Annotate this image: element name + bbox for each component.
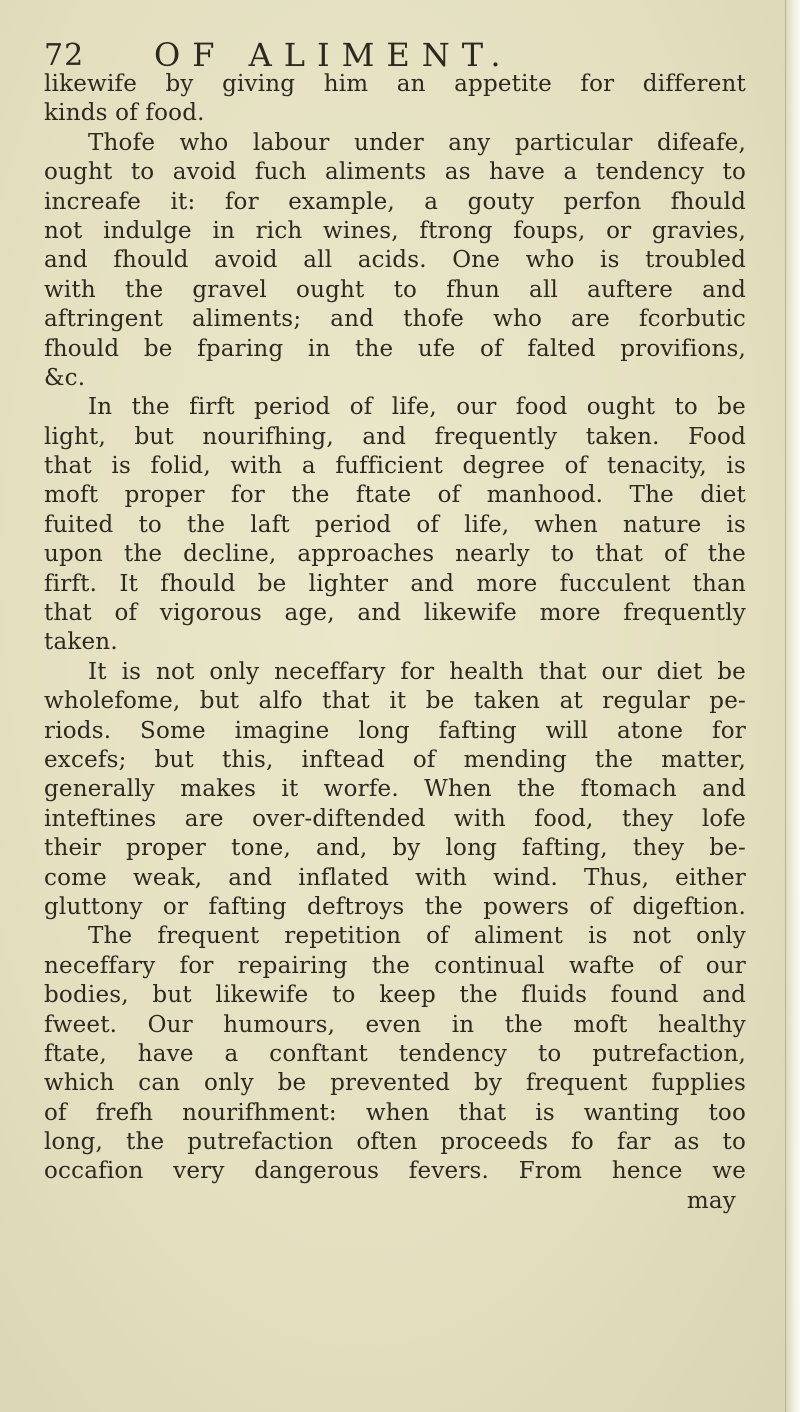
text-line: likewife by giving him an appetite for different: [44, 71, 746, 97]
text-line: light, but nourifhing, and frequently taken. Food: [44, 423, 746, 450]
text-line: In the firft period of life, our food ought to be: [88, 394, 746, 421]
text-line: bodies, but likewife to keep the fluids found and: [44, 982, 746, 1009]
text-line: riods. Some imagine long fafting will atone for: [44, 717, 746, 744]
text-line: increafe it: for example, a gouty perfon fhould: [44, 188, 746, 215]
text-line: fweet. Our humours, even in the moft healthy: [44, 1011, 746, 1038]
catchword: may: [686, 1187, 736, 1214]
text-line: that is folid, with a fufficient degree of tenacity, is: [44, 453, 746, 480]
text-line: wholefome, but alfo that it be taken at regular pe-: [44, 688, 746, 715]
text-line: moft proper for the ftate of manhood. The diet: [44, 482, 746, 509]
text-line: ought to avoid fuch aliments as have a tendency to: [44, 159, 746, 186]
text-line: firft. It fhould be lighter and more fucculent than: [44, 570, 746, 597]
body-text: [44, 70, 746, 1216]
text-line: upon the decline, approaches nearly to that of the: [44, 541, 746, 568]
page-edge: [785, 0, 800, 1412]
text-line: not indulge in rich wines, ftrong foups, or gravies,: [44, 217, 746, 244]
text-line: with the gravel ought to fhun all auftere and: [44, 276, 746, 303]
text-line: of frefh nourifhment: when that is wanting too: [44, 1099, 746, 1126]
running-head: OF ALIMENT.: [154, 36, 513, 74]
text-line: long, the putrefaction often proceeds fo far as to: [44, 1129, 746, 1156]
text-line: which can only be prevented by frequent fupplies: [44, 1070, 746, 1097]
text-line: their proper tone, and, by long fafting, they be-: [44, 835, 746, 862]
text-line: ftate, have a conftant tendency to putrefaction,: [44, 1040, 746, 1067]
text-line: occafion very dangerous fevers. From hence we: [44, 1158, 746, 1185]
text-line: fuited to the laft period of life, when nature is: [44, 511, 746, 538]
text-line: and fhould avoid all acids. One who is troubled: [44, 247, 746, 274]
text-line: Thofe who labour under any particular difeafe,: [88, 129, 746, 156]
text-line: fhould be fparing in the ufe of falted provifions,: [44, 335, 746, 362]
text-line: neceffary for repairing the continual wafte of our: [44, 952, 746, 979]
text-line: kinds of food.: [44, 100, 205, 127]
text-line: gluttony or fafting deftroys the powers of digeftion.: [44, 893, 746, 920]
text-line: generally makes it worfe. When the ftomach and: [44, 776, 746, 803]
text-line: come weak, and inflated with wind. Thus, either: [44, 864, 746, 891]
text-line: The frequent repetition of aliment is not only: [88, 923, 746, 950]
text-line: taken.: [44, 629, 118, 656]
text-line: that of vigorous age, and likewife more frequently: [44, 600, 746, 627]
text-line: aftringent aliments; and thofe who are fcorbutic: [44, 306, 746, 333]
text-line: inteftines are over-diftended with food, they lofe: [44, 805, 746, 832]
text-line: &c.: [44, 364, 86, 391]
page-number: 72: [44, 38, 85, 73]
text-line: excefs; but this, inftead of mending the matter,: [44, 746, 746, 773]
text-line: It is not only neceffary for health that our diet be: [88, 658, 746, 685]
